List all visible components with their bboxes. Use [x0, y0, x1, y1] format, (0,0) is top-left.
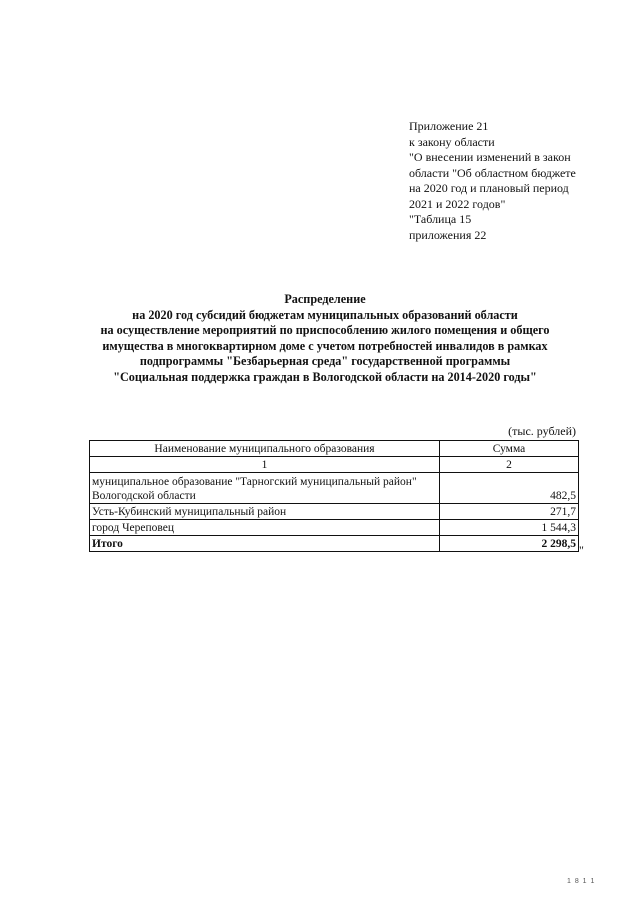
appendix-line: области "Об областном бюджете	[409, 165, 576, 180]
closing-quote-mark: "	[579, 543, 584, 557]
header-cell-name: Наименование муниципального образования	[90, 441, 440, 457]
appendix-line: "О внесении изменений в закон	[409, 150, 571, 164]
appendix-line: 2021 и 2022 годов"	[409, 196, 506, 211]
appendix-reference	[409, 119, 609, 243]
appendix-line: к закону области	[409, 134, 495, 149]
appendix-line: Приложение 21	[409, 119, 489, 133]
title-line: Распределение	[284, 292, 366, 306]
appendix-line: на 2020 год и плановый период	[409, 181, 569, 195]
title-line: подпрограммы "Безбарьерная среда" государственной программы	[139, 354, 511, 368]
appendix-line: приложения 22	[409, 227, 487, 242]
document-title	[60, 292, 590, 385]
table-row	[90, 504, 579, 520]
total-label-cell: Итого	[90, 536, 440, 552]
municipality-name-cell: Усть-Кубинский муниципальный район	[90, 504, 440, 520]
amount-cell: 1 544,3	[440, 520, 579, 536]
amount-cell: 271,7	[440, 504, 579, 520]
title-line: на 2020 год субсидий бюджетам муниципальных образований области	[132, 307, 518, 322]
municipality-name-cell: муниципальное образование "Тарногский муниципальный район" Вологодской области	[90, 473, 440, 504]
table-header-row	[90, 441, 579, 457]
column-number-cell: 2	[440, 457, 579, 473]
total-row	[90, 536, 579, 552]
appendix-line: "Таблица 15	[409, 212, 472, 226]
header-cell-amount: Сумма	[440, 441, 579, 457]
page-mark: 1 8 1 1	[567, 878, 596, 885]
title-line: "Социальная поддержка граждан в Вологодской области на 2014-2020 годы"	[113, 369, 537, 384]
total-amount-cell: 2 298,5	[440, 536, 579, 552]
title-line: имущества в многоквартирном доме с учетом потребностей инвалидов в рамках	[102, 338, 548, 353]
column-number-cell: 1	[90, 457, 440, 473]
table-row	[90, 473, 579, 504]
amount-cell: 482,5	[440, 473, 579, 504]
column-number-row	[90, 457, 579, 473]
units-label: (тыс. рублей)	[508, 424, 576, 438]
subsidy-table	[89, 440, 579, 552]
table-row	[90, 520, 579, 536]
municipality-name-cell: город Череповец	[90, 520, 440, 536]
title-line: на осуществление мероприятий по приспособлению жилого помещения и общего	[100, 323, 550, 337]
